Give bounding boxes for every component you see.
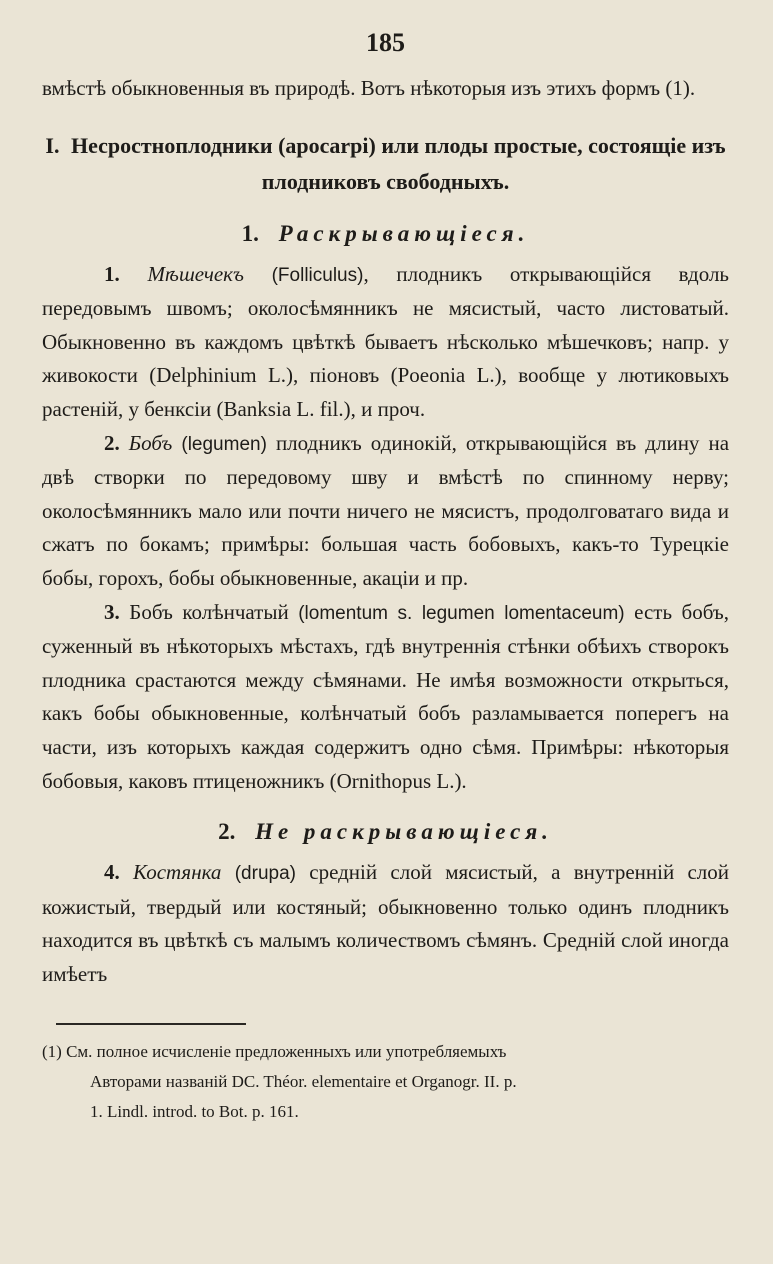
entry-latin-name: (drupa): [234, 863, 296, 885]
footnote-divider: [56, 1023, 246, 1025]
entry-text: плодникъ одинокій, открывающійся въ длину на двѣ створки по передовому шву и вмѣстѣ по спинному нерву; околосѣмянникъ мало или почти ничего не мясистъ, продолговатаго вида и сжатъ по бокамъ; примѣры: большая часть бобовыхъ, какъ-то Турецкіе бобы, горохъ, бобы обыкновенные, акаціи и пр.: [42, 430, 730, 590]
footnote-marker: (1): [42, 1042, 62, 1062]
section-title-text: Несростноплодники (apocarpi) или плоды простые, состоящіе изъ плодниковъ свободныхъ.: [70, 132, 726, 194]
entry-term: Мѣшечекъ: [147, 261, 244, 286]
entry-term: Бобъ: [128, 430, 173, 455]
entry-term: Костянка: [133, 860, 222, 885]
entry-number: 4.: [104, 860, 120, 885]
entry-latin-name: (lomentum s. legumen lomentaceum): [298, 602, 625, 624]
section-heading: [42, 128, 729, 200]
footnote-text-2: Авторами названій DC. Théor. elementaire et Organogr. II. p.: [90, 1072, 517, 1092]
entry-text: средній слой мясистый, а внутренній слой кожистый, твердый или костяный; обыкновенно только одинъ плодникъ находится въ цвѣткѣ съ малымъ количествомъ сѣмянъ. Средній слой иногда имѣетъ: [42, 860, 730, 986]
footnote-text-1: См. полное исчисленіе предложенныхъ или употребляемыхъ: [66, 1042, 507, 1062]
entry-legumen: [42, 427, 729, 596]
entry-text: есть бобъ, суженный въ нѣкоторыхъ мѣстахъ, гдѣ внутреннія стѣнки обѣихъ створокъ плодника срастаются между сѣмянами. Не имѣя возможности открыться, какъ бобы обыкновенные, колѣнчатый бобъ разламывается поперегъ на части, изъ которыхъ каждая содержитъ одно сѣмя. Примѣры: нѣкоторыя бобовыя, каковъ птиценожникъ (Ornithopus L.).: [42, 599, 730, 793]
entry-number: 2.: [104, 430, 120, 455]
entry-text: , плодникъ открывающійся вдоль передовымъ швомъ; околосѣмянникъ не мясистый, часто листоватый. Обыкновенно въ каждомъ цвѣткѣ бываетъ нѣсколько мѣшечковъ; напр. у живокости (Delphinium L.), піоновъ (Poeonia L.), вообще у лютиковыхъ растеній, у бенксіи (Banksia L. fil.), и проч.: [42, 261, 730, 421]
entry-latin-name: (legumen): [181, 433, 267, 455]
entry-latin-name: (Folliculus): [271, 264, 364, 286]
section-roman-numeral: I.: [45, 132, 60, 158]
entry-folliculus: [42, 258, 729, 427]
footnote: [42, 1037, 729, 1127]
page-number: 185: [366, 28, 405, 57]
intro-paragraph: вмѣстѣ обыкновенныя въ природѣ. Вотъ нѣкоторыя изъ этихъ формъ (1).: [42, 76, 696, 100]
entry-number: 3.: [104, 599, 120, 624]
subheading-number: 2.: [218, 819, 236, 845]
footnote-text-3: 1. Lindl. introd. to Bot. p. 161.: [90, 1102, 299, 1122]
subheading-title: Не раскрывающіеся.: [255, 819, 553, 845]
entry-drupa: [42, 856, 729, 991]
subheading-dehiscent: [42, 214, 729, 254]
entry-term: Бобъ колѣнчатый: [129, 599, 289, 624]
subheading-indehiscent: [42, 812, 729, 852]
footnote-line-1: [42, 1037, 729, 1067]
entry-number: 1.: [104, 261, 120, 286]
subheading-title: Раскрывающіеся.: [278, 220, 530, 246]
subheading-number: 1.: [241, 220, 259, 246]
entry-lomentum: [42, 596, 729, 799]
